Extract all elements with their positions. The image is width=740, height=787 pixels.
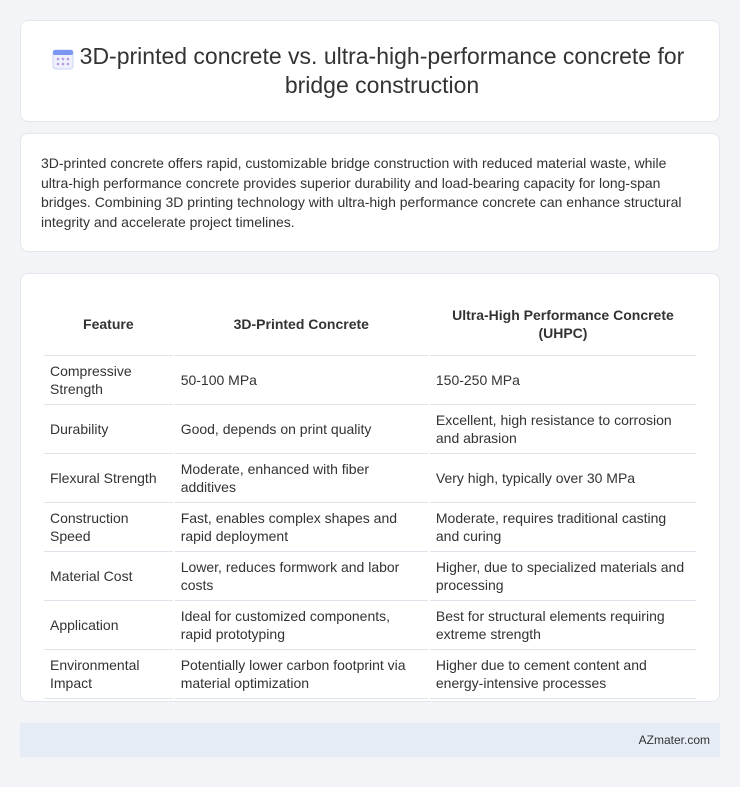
row-uhpc-cell: Best for structural elements requiring extreme strength [430,601,696,650]
row-feature-cell: Durability [44,405,173,454]
row-3d-printed-cell: Lower, reduces formwork and labor costs [175,552,428,601]
row-3d-printed-cell: Fast, enables complex shapes and rapid deployment [175,503,428,552]
row-feature-cell: Application [44,601,173,650]
calendar-icon [52,48,74,70]
table-header-row [44,292,696,356]
column-header-3d-printed: 3D-Printed Concrete [175,292,428,356]
row-3d-printed-cell: Moderate, enhanced with fiber additives [175,454,428,503]
row-3d-printed-cell: 50-100 MPa [175,356,428,405]
title-card [20,20,720,122]
row-3d-printed-cell: Good, depends on print quality [175,405,428,454]
row-uhpc-cell: Very high, typically over 30 MPa [430,454,696,503]
row-uhpc-cell: Higher due to cement content and energy-intensive processes [430,650,696,699]
comparison-table [42,292,698,699]
row-3d-printed-cell: Ideal for customized components, rapid prototyping [175,601,428,650]
row-uhpc-cell: Excellent, high resistance to corrosion and abrasion [430,405,696,454]
row-uhpc-cell: 150-250 MPa [430,356,696,405]
table-row [44,503,696,552]
comparison-table-card [20,273,720,702]
summary-text: 3D-printed concrete offers rapid, customizable bridge construction with reduced material waste, while ultra-high performance concrete provides superior durability and load-bearing capacity for long-span bridges. Combining 3D printing technology with ultra-high performance concrete can enhance structural integrity and accelerate project timelines. [41,155,682,230]
row-feature-cell: Construction Speed [44,503,173,552]
table-row [44,650,696,699]
table-row [44,552,696,601]
footer [20,723,720,757]
row-3d-printed-cell: Potentially lower carbon footprint via material optimization [175,650,428,699]
column-header-feature: Feature [44,292,173,356]
row-feature-cell: Flexural Strength [44,454,173,503]
table-row [44,601,696,650]
column-header-uhpc: Ultra-High Performance Concrete (UHPC) [430,292,696,356]
row-feature-cell: Material Cost [44,552,173,601]
row-uhpc-cell: Moderate, requires traditional casting and curing [430,503,696,552]
row-feature-cell: Environmental Impact [44,650,173,699]
summary-card [20,133,720,252]
page-title: 3D-printed concrete vs. ultra-high-performance concrete for bridge construction [79,43,685,98]
row-feature-cell: Compressive Strength [44,356,173,405]
table-row [44,356,696,405]
table-row [44,454,696,503]
table-row [44,405,696,454]
footer-brand-link[interactable]: AZmater.com [638,733,710,747]
row-uhpc-cell: Higher, due to specialized materials and processing [430,552,696,601]
